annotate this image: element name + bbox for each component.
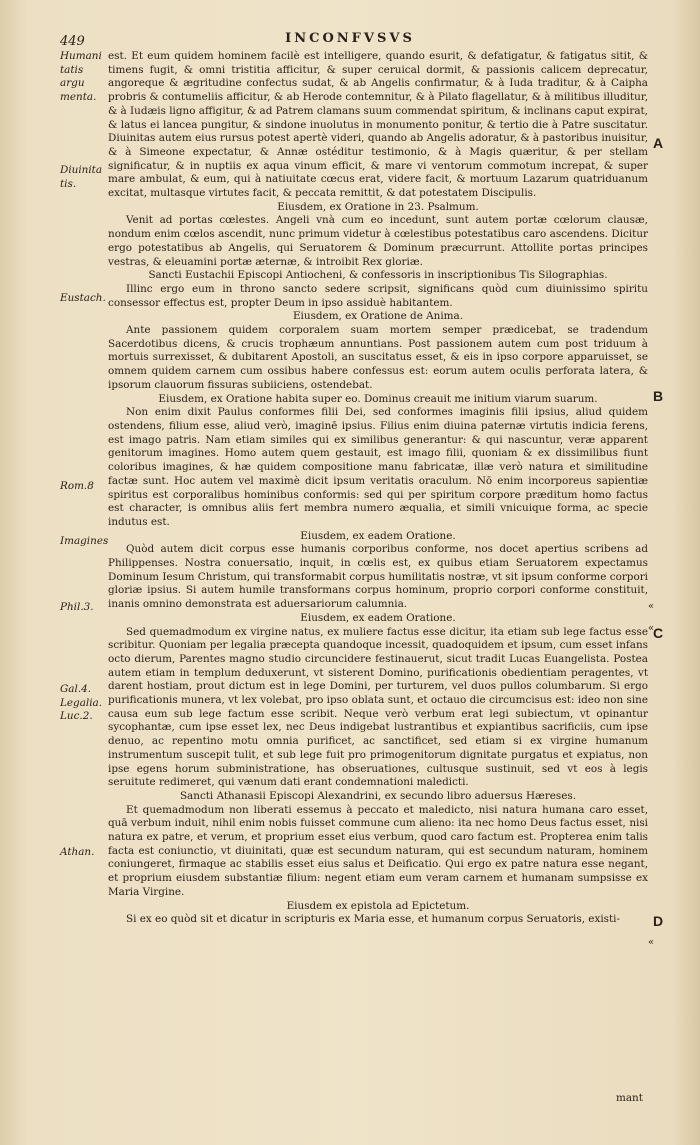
main-text bbox=[108, 50, 648, 927]
quote-mark: « bbox=[648, 937, 655, 948]
paragraph: Venit ad portas cœlestes. Angeli vnà cum eo incedunt, sunt autem portæ cœlorum clausæ, nondum enim cœlos ascendit, nunc primum videtur à cœlestibus potestatibus caro ascendens. Dicitur ergo potestatibus ab Angelis, qui Seruatorem & Dominum præcurrunt. Attollite portas principes vestras, & eleuamini portæ æternæ, & introibit Rex gloriæ. bbox=[108, 214, 648, 268]
section-letter: C bbox=[653, 625, 664, 641]
paragraph: Illinc ergo eum in throno sancto sedere scripsit, significans quòd cum diuinissimo spiritu consessor effectus est, propter Deum in ipso assiduè habitantem. bbox=[108, 282, 648, 309]
section-heading: Eiusdem, ex Oratione de Anima. bbox=[292, 310, 464, 323]
section-heading: Sancti Athanasii Episcopi Alexandrini, ex secundo libro aduersus Hæreses. bbox=[179, 789, 577, 802]
margin-note: Eustach. bbox=[60, 292, 106, 304]
quote-mark: « bbox=[648, 623, 655, 634]
paragraph: est. Et eum quidem hominem facilè est intelligere, quando esurit, & defatigatur, & fatigatus sitit, & timens fugit, & omni tristitia afficitur, & super ceruical dormit, & passionis calicem deprecatur, angoreque & ægritudine confectus sudat, & ab Angelis confirmatur, & à Iuda traditur, & à Caipha probris & contumeliis afficitur, & ab Herode contemnitur, & à Pilato flagellatur, & à militibus illuditur, & à Iudæis ligno affigitur, & ad Patrem clamans suum commendat spiritum, & inclinans caput expirat, & latus ei lancea pungitur, & sindone inuolutus in monumento ponitur, & tertio die à Patre suscitatur. Diuinitas autem eius rursus potest apertè videri, quando ab Angelis adoratur, & à pastoribus inuisitur, & à Simeone expectatur, & Annæ ostéditur testimonio, & à Magis quæritur, & per stellam significatur, & in nuptiis ex aqua vinum efficit, & mare vi ventorum commotum increpat, & super mare ambulat, & eum, qui à natiuitate cœcus erat, videre facit, & mortuum Lazarum quatriduanum excitat, multasque virtutes facit, & peccata remittit, & dat potestatem Discipulis. bbox=[108, 50, 648, 200]
paragraph: Ante passionem quidem corporalem suam mortem semper prædicebat, se tradendum Sacerdotibus dicens, & crucis trophæum annuntians. Post passionem autem cum post triduum à mortuis surrexisset, & dubitarent Apostoli, an suscitatus esset, & eis in ipso corpore apparuisset, se omnem quidem carnem cum ossibus habere confessus est: eorum autem oculis perforata latera, & ipsorum clauorum fissuras subiiciens, ostendebat. bbox=[108, 324, 648, 391]
paragraph: Sed quemadmodum ex virgine natus, ex muliere factus esse dicitur, ita etiam sub lege factus esse scribitur. Quoniam per legalia præcepta quandoque incessit, quadoquidem et ipsum, cum esset infans octo dierum, Parentes magno studio circuncidere festinauerut, sicut tradit Lucas Euangelista. Postea autem etiam in templum deduxerunt, vt sisterent Domino, purificationis obedientiam peragentes, vt darent hostiam, prout dictum est in lege Domini, per turturem, vel duos pullos columbarum. Si ergo purificationis munera, vt lex volebat, pro ipso oblata sunt, et octauo die circumcisus est: ideo non sine causa eum sub lege factum esse scribit. Neque verò verbum erat legi subiectum, vt opinantur sycophantæ, cum ipse esset lex, nec Deus indigebat lustrantibus et expiantibus sacrificiis, cum ipse denuo, ac repentino motu omnia purificet, ac sanctificet, sed etiam si ex virgine humanum instrumentum suscepit tulit, et sub lege fuit pro primogenitorum dignitate purgatus et expiatus, non ipse egens horum subministratione, has obseruationes, cultusque sustinuit, sed vt eos à legis seruitute redimeret, qui vænum dati erant condemnationi maledicti. bbox=[108, 625, 648, 789]
section-letter: D bbox=[653, 913, 664, 929]
paragraph: Et quemadmodum non liberati essemus à peccato et maledicto, nisi natura humana caro esset, quā verbum induit, nihil enim nobis fuisset commune cum alieno: ita nec homo Deus factus esset, nisi natura ex patre, et verum, et proprium esset eius verbum, quod caro factum est. Propterea enim talis facta est coniunctio, vt diuinitati, quæ est secundum naturam, qui est secundum naturam, hominem coniungeret, firmaque ac stabilis esset eius salus et Deificatio. Qui ergo ex patre natura esse negant, et proprium eiusdem substantiæ filium: negent etiam eum veram carnem et humanam sumpsisse ex Maria Virgine. bbox=[108, 803, 648, 898]
section-letter: A bbox=[653, 135, 664, 151]
section-heading: Sancti Eustachii Episcopi Antiocheni, & confessoris in inscriptionibus Tis Silographias. bbox=[148, 269, 608, 282]
quote-mark: « bbox=[648, 601, 655, 612]
section-heading: Eiusdem, ex eadem Oratione. bbox=[300, 529, 456, 542]
margin-note: Gal.4. Legalia. Luc.2. bbox=[60, 683, 103, 723]
margin-note: Diuinita tis. bbox=[60, 164, 103, 190]
margin-note: Phil.3. bbox=[60, 601, 94, 613]
margin-note: Humani tatis argu menta. bbox=[60, 50, 102, 104]
catchword: mant bbox=[616, 1092, 643, 1104]
running-head: INCONFVSVS bbox=[285, 31, 415, 46]
section-heading: Eiusdem, ex eadem Oratione. bbox=[300, 611, 456, 624]
margin-note: Athan. bbox=[60, 846, 95, 858]
margin-note: Imagines bbox=[60, 535, 109, 547]
paragraph: Non enim dixit Paulus conformes filii Dei, sed conformes imaginis filii ipsius, aliud quidem ostendens, filium esse, aliud verò, imaginē ipsius. Filius enim diuina paternæ virtutis indicia ferens, est imago patris. Nam etiam similes qui ex similibus generantur: & qui nascuntur, veræ apparent genitorum imagines. Homo autem quem gestauit, est imago filii, quoniam & ex dissimilibus fiunt coloribus imagines, & hæ quidem compositione manu fabricatæ, illæ verò natura et similitudine factæ sunt. Hoc autem vel maximè dicit ipsum veritatis oraculum. Nō enim incorporeus sapientiæ spiritus est corporalibus hominibus conformis: sed qui per spiritum corpore præditum homo factus est character, is omnibus aliis fert membra numero æqualia, et simili vnicuique forma, ac specie indutus est. bbox=[108, 406, 648, 528]
paragraph: Si ex eo quòd sit et dicatur in scripturis ex Maria esse, et humanum corpus Seruatoris, existi- bbox=[126, 913, 620, 926]
section-heading: Eiusdem, ex Oratione habita super eo. Dominus creauit me initium viarum suarum. bbox=[158, 392, 598, 405]
section-heading: Eiusdem ex epistola ad Epictetum. bbox=[286, 899, 470, 912]
page-number: 449 bbox=[60, 34, 85, 49]
section-letter: B bbox=[653, 388, 664, 404]
paragraph: Quòd autem dicit corpus esse humanis corporibus conforme, nos docet apertius scribens ad Philippenses. Nostra conuersatio, inquit, in cœlis est, ex quibus etiam Seruatorem expectamus Dominum Iesum Christum, qui transformabit corpus humilitatis nostræ, vt sit ipsum conforme corpori gloriæ ipsius. Si autem humile transformans corpus hominum, proprio corpori conforme constituit, inanis omnino demonstrata est aduersariorum calumnia. bbox=[108, 543, 648, 611]
margin-note: Rom.8 bbox=[60, 480, 94, 492]
section-heading: Eiusdem, ex Oratione in 23. Psalmum. bbox=[277, 200, 479, 213]
